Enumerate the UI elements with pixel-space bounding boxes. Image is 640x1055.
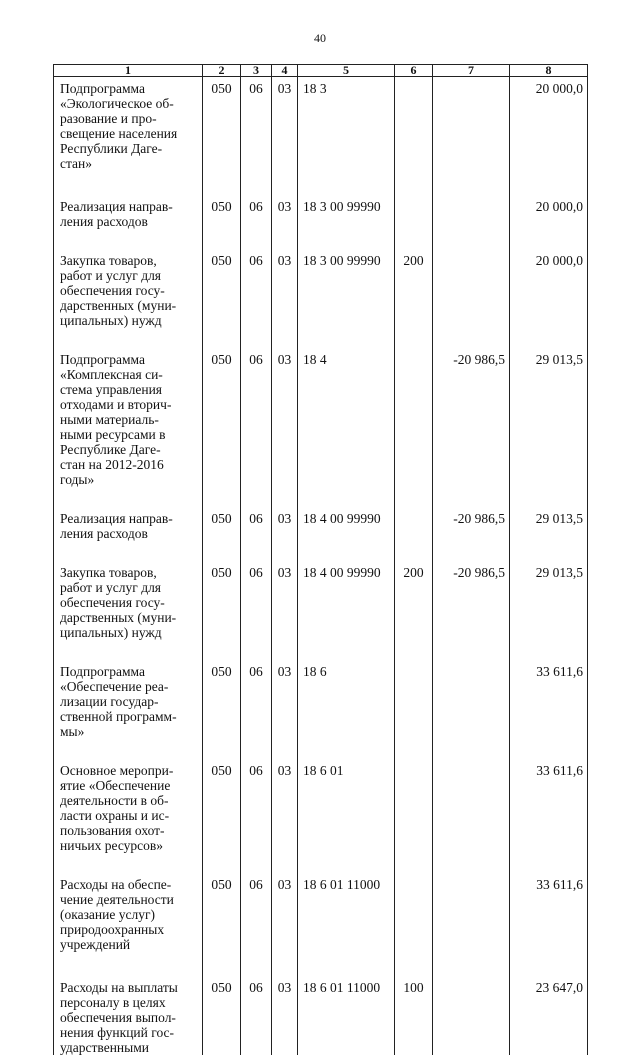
section-code-cell: 06: [241, 640, 272, 739]
row-name-line: стан»: [60, 156, 93, 171]
column-header: 2: [203, 65, 241, 77]
section-code-cell: 06: [241, 487, 272, 541]
row-name-line: «Обеспечение реа-: [60, 679, 169, 694]
row-name-cell: [54, 328, 203, 487]
admin-code-cell: 050: [203, 487, 241, 541]
row-name-line: ничьих ресурсов»: [60, 838, 164, 853]
expense-type-cell: [395, 487, 433, 541]
target-article-cell: 18 4 00 99990: [298, 487, 395, 541]
column-header: 6: [395, 65, 433, 77]
section-code-cell: 06: [241, 739, 272, 853]
row-name-cell: [54, 77, 203, 172]
row-name-cell: [54, 487, 203, 541]
table-row: [54, 487, 588, 541]
subsection-code-cell: 03: [272, 853, 298, 952]
column-header: 1: [54, 65, 203, 77]
section-code-cell: 06: [241, 328, 272, 487]
row-name-cell: [54, 229, 203, 328]
column-header: 3: [241, 65, 272, 77]
row-name-line: Подпрограмма: [60, 81, 145, 96]
section-code-cell: 06: [241, 171, 272, 229]
total-amount-cell: 20 000,0: [510, 171, 588, 229]
target-article-cell: 18 3 00 99990: [298, 229, 395, 328]
total-amount-cell: 29 013,5: [510, 541, 588, 640]
row-name-line: дарственных (муни-: [60, 610, 177, 625]
row-name-line: ными материаль-: [60, 412, 159, 427]
row-name-cell: [54, 640, 203, 739]
row-name-line: Подпрограмма: [60, 352, 145, 367]
row-name-line: обеспечения выпол-: [60, 1010, 176, 1025]
row-name-line: Основное меропри-: [60, 763, 174, 778]
table-row: [54, 328, 588, 487]
admin-code-cell: 050: [203, 229, 241, 328]
expense-type-cell: [395, 640, 433, 739]
expense-type-cell: [395, 739, 433, 853]
row-name-line: «Экологическое об-: [60, 96, 174, 111]
admin-code-cell: 050: [203, 739, 241, 853]
admin-code-cell: 050: [203, 171, 241, 229]
target-article-cell: 18 3: [298, 77, 395, 172]
column-header: 5: [298, 65, 395, 77]
row-name-line: ципальных) нужд: [60, 313, 162, 328]
table-row: [54, 952, 588, 1055]
subsection-code-cell: 03: [272, 952, 298, 1055]
table-row: [54, 853, 588, 952]
row-name-line: деятельности в об-: [60, 793, 169, 808]
row-name-line: ласти охраны и ис-: [60, 808, 170, 823]
row-name-line: персоналу в целях: [60, 995, 166, 1010]
subsection-code-cell: 03: [272, 487, 298, 541]
subsection-code-cell: 03: [272, 171, 298, 229]
row-name-line: нения функций гос-: [60, 1025, 175, 1040]
row-name-line: Расходы на выплаты: [60, 980, 178, 995]
total-amount-cell: 33 611,6: [510, 640, 588, 739]
change-amount-cell: [433, 77, 510, 172]
section-code-cell: 06: [241, 541, 272, 640]
subsection-code-cell: 03: [272, 77, 298, 172]
row-name-line: ятие «Обеспечение: [60, 778, 171, 793]
row-name-line: обеспечения госу-: [60, 283, 165, 298]
subsection-code-cell: 03: [272, 739, 298, 853]
row-name-line: стан на 2012-2016: [60, 457, 164, 472]
row-name-line: работ и услуг для: [60, 580, 162, 595]
expense-type-cell: [395, 328, 433, 487]
row-name-line: ципальных) нужд: [60, 625, 162, 640]
row-name-line: лизации государ-: [60, 694, 159, 709]
total-amount-cell: 20 000,0: [510, 229, 588, 328]
admin-code-cell: 050: [203, 952, 241, 1055]
row-name-cell: [54, 541, 203, 640]
admin-code-cell: 050: [203, 640, 241, 739]
change-amount-cell: [433, 739, 510, 853]
subsection-code-cell: 03: [272, 328, 298, 487]
row-name-line: ударственными: [60, 1040, 149, 1055]
expense-type-cell: 100: [395, 952, 433, 1055]
row-name-line: ственной программ-: [60, 709, 177, 724]
target-article-cell: 18 6 01 11000: [298, 952, 395, 1055]
total-amount-cell: 33 611,6: [510, 739, 588, 853]
section-code-cell: 06: [241, 853, 272, 952]
table-row: [54, 229, 588, 328]
row-name-line: Подпрограмма: [60, 664, 145, 679]
row-name-line: природоохранных: [60, 922, 165, 937]
row-name-line: ления расходов: [60, 214, 148, 229]
total-amount-cell: 23 647,0: [510, 952, 588, 1055]
total-amount-cell: 29 013,5: [510, 487, 588, 541]
row-name-line: Республики Даге-: [60, 141, 163, 156]
row-name-cell: [54, 739, 203, 853]
row-name-line: учреждений: [60, 937, 131, 952]
admin-code-cell: 050: [203, 328, 241, 487]
row-name-cell: [54, 171, 203, 229]
admin-code-cell: 050: [203, 541, 241, 640]
expense-type-cell: [395, 171, 433, 229]
target-article-cell: 18 6 01: [298, 739, 395, 853]
table-row: [54, 77, 588, 172]
row-name-line: отходами и вторич-: [60, 397, 172, 412]
subsection-code-cell: 03: [272, 229, 298, 328]
table-row: [54, 541, 588, 640]
row-name-line: стема управления: [60, 382, 163, 397]
column-header: 4: [272, 65, 298, 77]
total-amount-cell: 29 013,5: [510, 328, 588, 487]
section-code-cell: 06: [241, 229, 272, 328]
target-article-cell: 18 4: [298, 328, 395, 487]
change-amount-cell: [433, 853, 510, 952]
row-name-line: ления расходов: [60, 526, 148, 541]
target-article-cell: 18 3 00 99990: [298, 171, 395, 229]
header-row: [54, 65, 588, 77]
admin-code-cell: 050: [203, 853, 241, 952]
admin-code-cell: 050: [203, 77, 241, 172]
row-name-line: обеспечения госу-: [60, 595, 165, 610]
table-row: [54, 640, 588, 739]
row-name-cell: [54, 952, 203, 1055]
total-amount-cell: 33 611,6: [510, 853, 588, 952]
change-amount-cell: -20 986,5: [433, 541, 510, 640]
change-amount-cell: -20 986,5: [433, 487, 510, 541]
target-article-cell: 18 6 01 11000: [298, 853, 395, 952]
change-amount-cell: [433, 229, 510, 328]
row-name-line: разование и про-: [60, 111, 157, 126]
row-name-line: Реализация направ-: [60, 511, 173, 526]
row-name-line: пользования охот-: [60, 823, 165, 838]
row-name-line: (оказание услуг): [60, 907, 155, 922]
expense-type-cell: 200: [395, 229, 433, 328]
expense-type-cell: 200: [395, 541, 433, 640]
row-name-line: Реализация направ-: [60, 199, 173, 214]
subsection-code-cell: 03: [272, 640, 298, 739]
expense-type-cell: [395, 77, 433, 172]
budget-table: [53, 64, 588, 1055]
expense-type-cell: [395, 853, 433, 952]
row-name-cell: [54, 853, 203, 952]
target-article-cell: 18 6: [298, 640, 395, 739]
column-header: 8: [510, 65, 588, 77]
row-name-line: Закупка товаров,: [60, 253, 157, 268]
change-amount-cell: -20 986,5: [433, 328, 510, 487]
page-number: 40: [314, 31, 326, 45]
target-article-cell: 18 4 00 99990: [298, 541, 395, 640]
row-name-line: «Комплексная си-: [60, 367, 163, 382]
table-row: [54, 171, 588, 229]
row-name-line: годы»: [60, 472, 95, 487]
change-amount-cell: [433, 640, 510, 739]
row-name-line: чение деятельности: [60, 892, 174, 907]
change-amount-cell: [433, 952, 510, 1055]
subsection-code-cell: 03: [272, 541, 298, 640]
section-code-cell: 06: [241, 77, 272, 172]
section-code-cell: 06: [241, 952, 272, 1055]
total-amount-cell: 20 000,0: [510, 77, 588, 172]
row-name-line: Республике Даге-: [60, 442, 161, 457]
table-row: [54, 739, 588, 853]
row-name-line: мы»: [60, 724, 85, 739]
row-name-line: свещение населения: [60, 126, 178, 141]
change-amount-cell: [433, 171, 510, 229]
column-header: 7: [433, 65, 510, 77]
row-name-line: работ и услуг для: [60, 268, 162, 283]
row-name-line: Расходы на обеспе-: [60, 877, 172, 892]
row-name-line: дарственных (муни-: [60, 298, 177, 313]
row-name-line: Закупка товаров,: [60, 565, 157, 580]
row-name-line: ными ресурсами в: [60, 427, 166, 442]
